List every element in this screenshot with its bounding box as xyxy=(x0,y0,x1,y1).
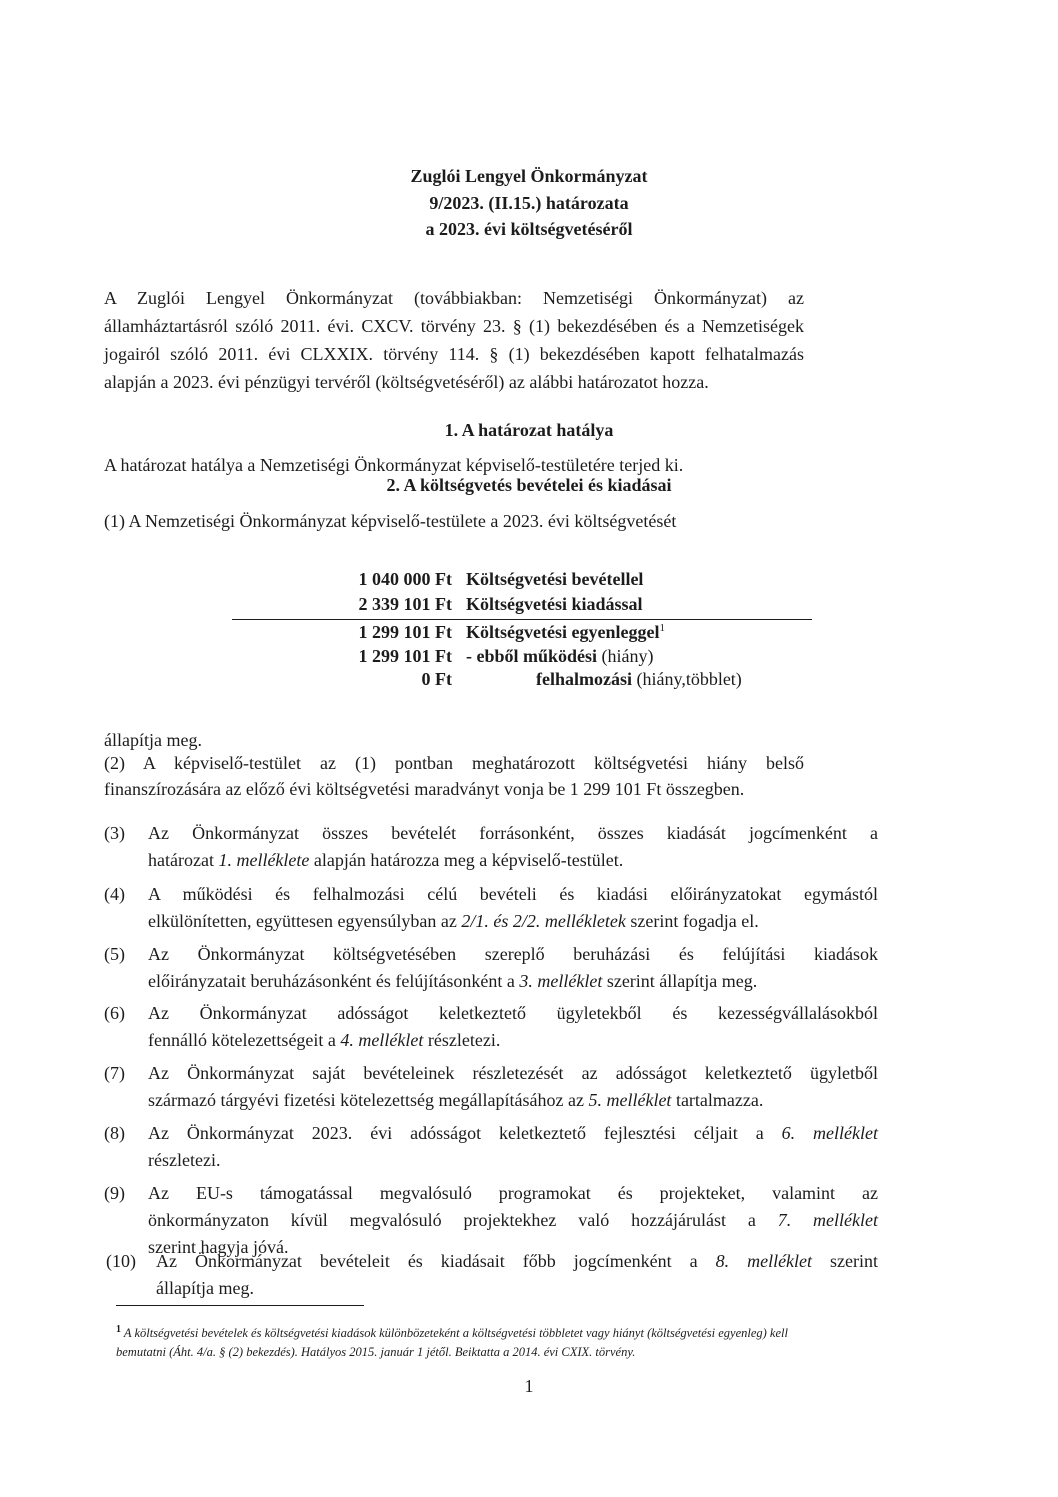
item-line: fennálló kötelezettségeit a 4. melléklet részletezi. xyxy=(148,1030,501,1050)
budget-amount: 0 Ft xyxy=(421,669,452,689)
footnote-line-1: $^1$ A költségvetési bevételek és költségvetési kiadások különbözeteként a költségvetési többletet vagy hiányt (költségvetési egyenleg) kell xyxy=(116,1323,788,1340)
item-number: (10) xyxy=(106,1251,136,1271)
footnote-marker: 1 xyxy=(116,1323,121,1335)
item-number: (8) xyxy=(104,1123,125,1143)
item-number: (9) xyxy=(104,1183,125,1203)
list-item xyxy=(104,1120,878,1176)
item-number: (6) xyxy=(104,1003,125,1023)
intro-line-2: államháztartásról szóló 2011. évi. CXCV. törvény 23. § (1) bekezdésében és a Nemzetiségek xyxy=(104,316,804,336)
budget-closing: állapítja meg. xyxy=(104,730,202,750)
item-line: részletezi. xyxy=(148,1150,221,1170)
page-number: 1 xyxy=(524,1376,534,1396)
budget-label: Költségvetési kiadással xyxy=(466,594,643,614)
budget-amount: 1 299 101 Ft xyxy=(358,622,452,642)
section-2-paragraph-1: (1) A Nemzetiségi Önkormányzat képviselő-testülete a 2023. évi költségvetését xyxy=(104,511,677,531)
intro-line-3: jogairól szóló 2011. évi CLXXIX. törvény 114. § (1) bekezdésében kapott felhatalmazás xyxy=(104,344,804,364)
list-item xyxy=(104,881,878,937)
item-line: állapítja meg. xyxy=(156,1278,254,1298)
budget-amount: 1 040 000 Ft xyxy=(358,569,452,589)
item-line: Az Önkormányzat bevételeit és kiadásait főbb jogcímenként a 8. melléklet szerint xyxy=(156,1251,878,1271)
footnote xyxy=(116,1324,876,1362)
item-line: Az Önkormányzat 2023. évi adósságot keletkeztető fejlesztési céljait a 6. melléklet xyxy=(148,1123,878,1143)
item-line: származó tárgyévi fizetési kötelezettség megállapításához az 5. melléklet tartalmazza. xyxy=(148,1090,764,1110)
document-title-line-2: 9/2023. (II.15.) határozata xyxy=(429,193,629,213)
intro-line-1: A Zuglói Lengyel Önkormányzat (továbbiakban: Nemzetiségi Önkormányzat) az xyxy=(104,288,804,308)
list-item xyxy=(104,941,878,997)
section-2-paragraph-2-line-2: finanszírozására az előző évi költségvetési maradványt vonja be 1 299 101 Ft összegben. xyxy=(104,779,745,799)
item-line: határozat 1. melléklete alapján határozza meg a képviselő-testület. xyxy=(148,850,624,870)
list-item xyxy=(104,1060,878,1116)
document-title-line-3: a 2023. évi költségvetéséről xyxy=(425,219,633,239)
list-item xyxy=(106,1248,878,1304)
item-line: Az EU-s támogatással megvalósuló programokat és projekteket, valamint az xyxy=(148,1183,878,1203)
item-line: Az Önkormányzat összes bevételét forrásonként, összes kiadását jogcímenként a xyxy=(148,823,878,843)
item-line: Az Önkormányzat költségvetésében szereplő beruházási és felújítási kiadások xyxy=(148,944,878,964)
budget-amount: 1 299 101 Ft xyxy=(358,646,452,666)
section-2-paragraph-2-line-1: (2) A képviselő-testület az (1) pontban meghatározott költségvetési hiány belső xyxy=(104,753,804,773)
budget-label: - ebből működési (hiány) xyxy=(466,646,654,666)
item-number: (5) xyxy=(104,944,125,964)
footnote-separator xyxy=(116,1305,364,1306)
item-line: előirányzatait beruházásonként és felújításonként a 3. melléklet szerint állapítja meg. xyxy=(148,971,758,991)
budget-label: Költségvetési bevétellel xyxy=(466,569,644,589)
list-item xyxy=(104,1000,878,1056)
item-line: A működési és felhalmozási célú bevételi és kiadási előirányzatokat egymástól xyxy=(148,884,878,904)
intro-line-4: alapján a 2023. évi pénzügyi tervéről (költségvetéséről) az alábbi határozatot hozza. xyxy=(104,372,709,392)
footnote-line-2: bemutatni (Áht. 4/a. § (2) bekezdés). Hatályos 2015. január 1 jétől. Beiktatta a 2014. évi CXIX. törvény. xyxy=(116,1345,636,1359)
section-1-text: A határozat hatálya a Nemzetiségi Önkormányzat képviselő-testületére terjed ki. xyxy=(104,455,684,475)
item-line: Az Önkormányzat adósságot keletkeztető ügyletekből és kezességvállalásokból xyxy=(148,1003,878,1023)
item-line: Az Önkormányzat saját bevételeinek részletezését az adósságot keletkeztető ügyletből xyxy=(148,1063,878,1083)
item-number: (7) xyxy=(104,1063,125,1083)
section-2-heading: 2. A költségvetés bevételei és kiadásai xyxy=(386,475,672,495)
item-line: önkormányzaton kívül megvalósuló projektekhez való hozzájárulást a 7. melléklet xyxy=(148,1210,878,1230)
item-line: szerint hagyja jóvá. xyxy=(148,1237,289,1257)
section-1-heading: 1. A határozat hatálya xyxy=(444,420,614,440)
item-number: (4) xyxy=(104,884,125,904)
item-line: elkülönítetten, együttesen egyensúlyban az 2/1. és 2/2. mellékletek szerint fogadja el. xyxy=(148,911,759,931)
document-title-line-1: Zuglói Lengyel Önkormányzat xyxy=(410,166,648,186)
budget-amount: 2 339 101 Ft xyxy=(358,594,452,614)
budget-label: Költségvetési egyenleggel$^1$ xyxy=(466,622,665,642)
budget-label: felhalmozási (hiány,többlet) xyxy=(536,669,742,689)
footnote-reference: 1 xyxy=(659,622,665,634)
list-item xyxy=(104,820,878,876)
item-number: (3) xyxy=(104,823,125,843)
